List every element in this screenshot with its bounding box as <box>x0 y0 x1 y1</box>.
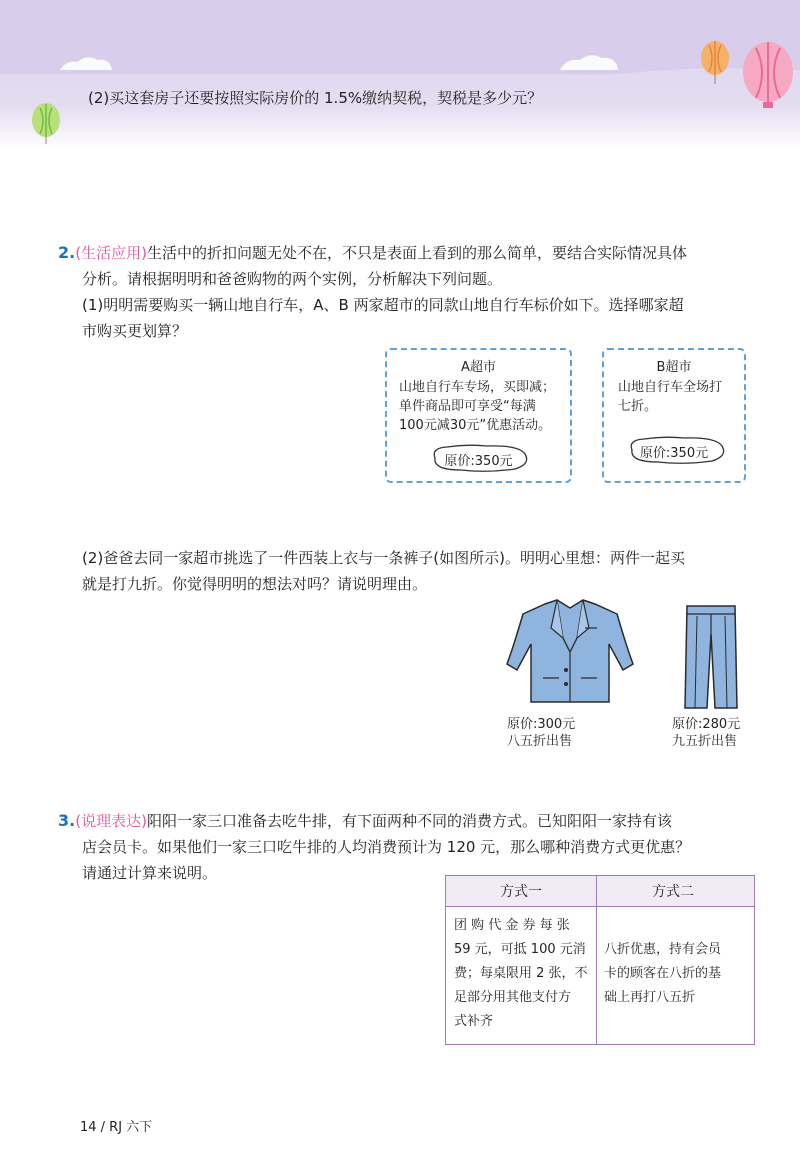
store-b-price: 原价:350元 <box>639 446 709 461</box>
store-a-price: 原价:350元 <box>444 454 513 469</box>
store-b-card <box>602 348 746 483</box>
pants-icon <box>683 604 739 710</box>
store-a-desc3: 100元减30元”优惠活动。 <box>399 418 552 433</box>
store-b-desc2: 七折。 <box>618 399 658 414</box>
q2-line2: 分析。请根据明明和爸爸购物的两个实例，分析解决下列问题。 <box>82 270 503 288</box>
store-b-desc1: 山地自行车全场打 <box>618 380 723 395</box>
balloon-icon <box>32 103 60 144</box>
pants-price: 原价:280元 <box>672 717 741 732</box>
q2-tag: (生活应用) <box>75 244 147 262</box>
page-footer: 14 / RJ 六下 <box>80 1120 153 1135</box>
q3-number: 3. <box>58 811 76 830</box>
q2-line1-text: 生活中的折扣问题无处不在，不只是表面上看到的那么简单，要结合实际情况具体 <box>146 244 687 262</box>
q3-line3: 请通过计算来说明。 <box>82 864 218 882</box>
q2-line1 <box>58 240 687 266</box>
jacket-discount: 八五折出售 <box>507 734 573 749</box>
table-cell-method1-line1: 团 购 代 金 券 每 张 <box>454 918 570 933</box>
table-header-method1: 方式一 <box>500 884 542 900</box>
q2-part1-line2: 市购买更划算？ <box>82 322 188 340</box>
q3-line1-text: 阳阳一家三口准备去吃牛排，有下面两种不同的消费方式。已知阳阳一家持有该 <box>146 812 672 830</box>
table-header <box>446 876 754 907</box>
q2-part2-line1: (2)爸爸去同一家超市挑选了一件西装上衣与一条裤子(如图所示)。明明心里想：两件一起买 <box>82 549 685 567</box>
jacket-icon <box>505 598 635 706</box>
q1-part2-text: (2)买这套房子还要按照实际房价的 1.5%缴纳契税，契税是多少元？ <box>88 89 543 107</box>
q3-line2: 店会员卡。如果他们一家三口吃牛排的人均消费预计为 120 元，那么哪种消费方式更优惠？ <box>82 838 691 856</box>
store-a-title: A超市 <box>461 360 496 375</box>
table-cell-method2-line2: 卡的顾客在八折的基 <box>604 966 722 981</box>
table-cell-method2-line3: 础上再打八五折 <box>604 990 696 1005</box>
store-a-desc2: 单件商品即可享受“每满 <box>399 399 536 414</box>
table-header-method2: 方式二 <box>652 884 694 900</box>
table-cell-method1-line5: 式补齐 <box>454 1014 494 1029</box>
q2-part1-line1: (1)明明需要购买一辆山地自行车，A、B 两家超市的同款山地自行车标价如下。选择哪家超 <box>82 296 684 314</box>
pants-discount: 九五折出售 <box>672 734 738 749</box>
table-cell-method1-line3: 费；每桌限用 2 张，不 <box>454 966 588 981</box>
table-cell-method2-line1: 八折优惠，持有会员 <box>604 942 722 957</box>
balloon-icon <box>701 41 729 84</box>
q2-number: 2. <box>58 243 76 262</box>
table-cell-method1-line4: 足部分用其他支付方 <box>454 990 572 1005</box>
store-a-desc1: 山地自行车专场，买即减； <box>399 380 556 395</box>
table-divider <box>596 876 597 1044</box>
q2-part2-line2: 就是打九折。你觉得明明的想法对吗？请说明理由。 <box>82 575 428 593</box>
q3-tag: (说理表达) <box>75 812 147 830</box>
store-a-card <box>385 348 572 483</box>
jacket-price: 原价:300元 <box>507 717 576 732</box>
balloon-icon <box>743 42 793 108</box>
store-b-title: B超市 <box>656 360 692 375</box>
payment-methods-table <box>445 875 755 1045</box>
table-cell-method1-line2: 59 元，可抵 100 元消 <box>454 942 586 957</box>
banner-decoration <box>0 0 800 150</box>
q3-line1 <box>58 808 672 834</box>
